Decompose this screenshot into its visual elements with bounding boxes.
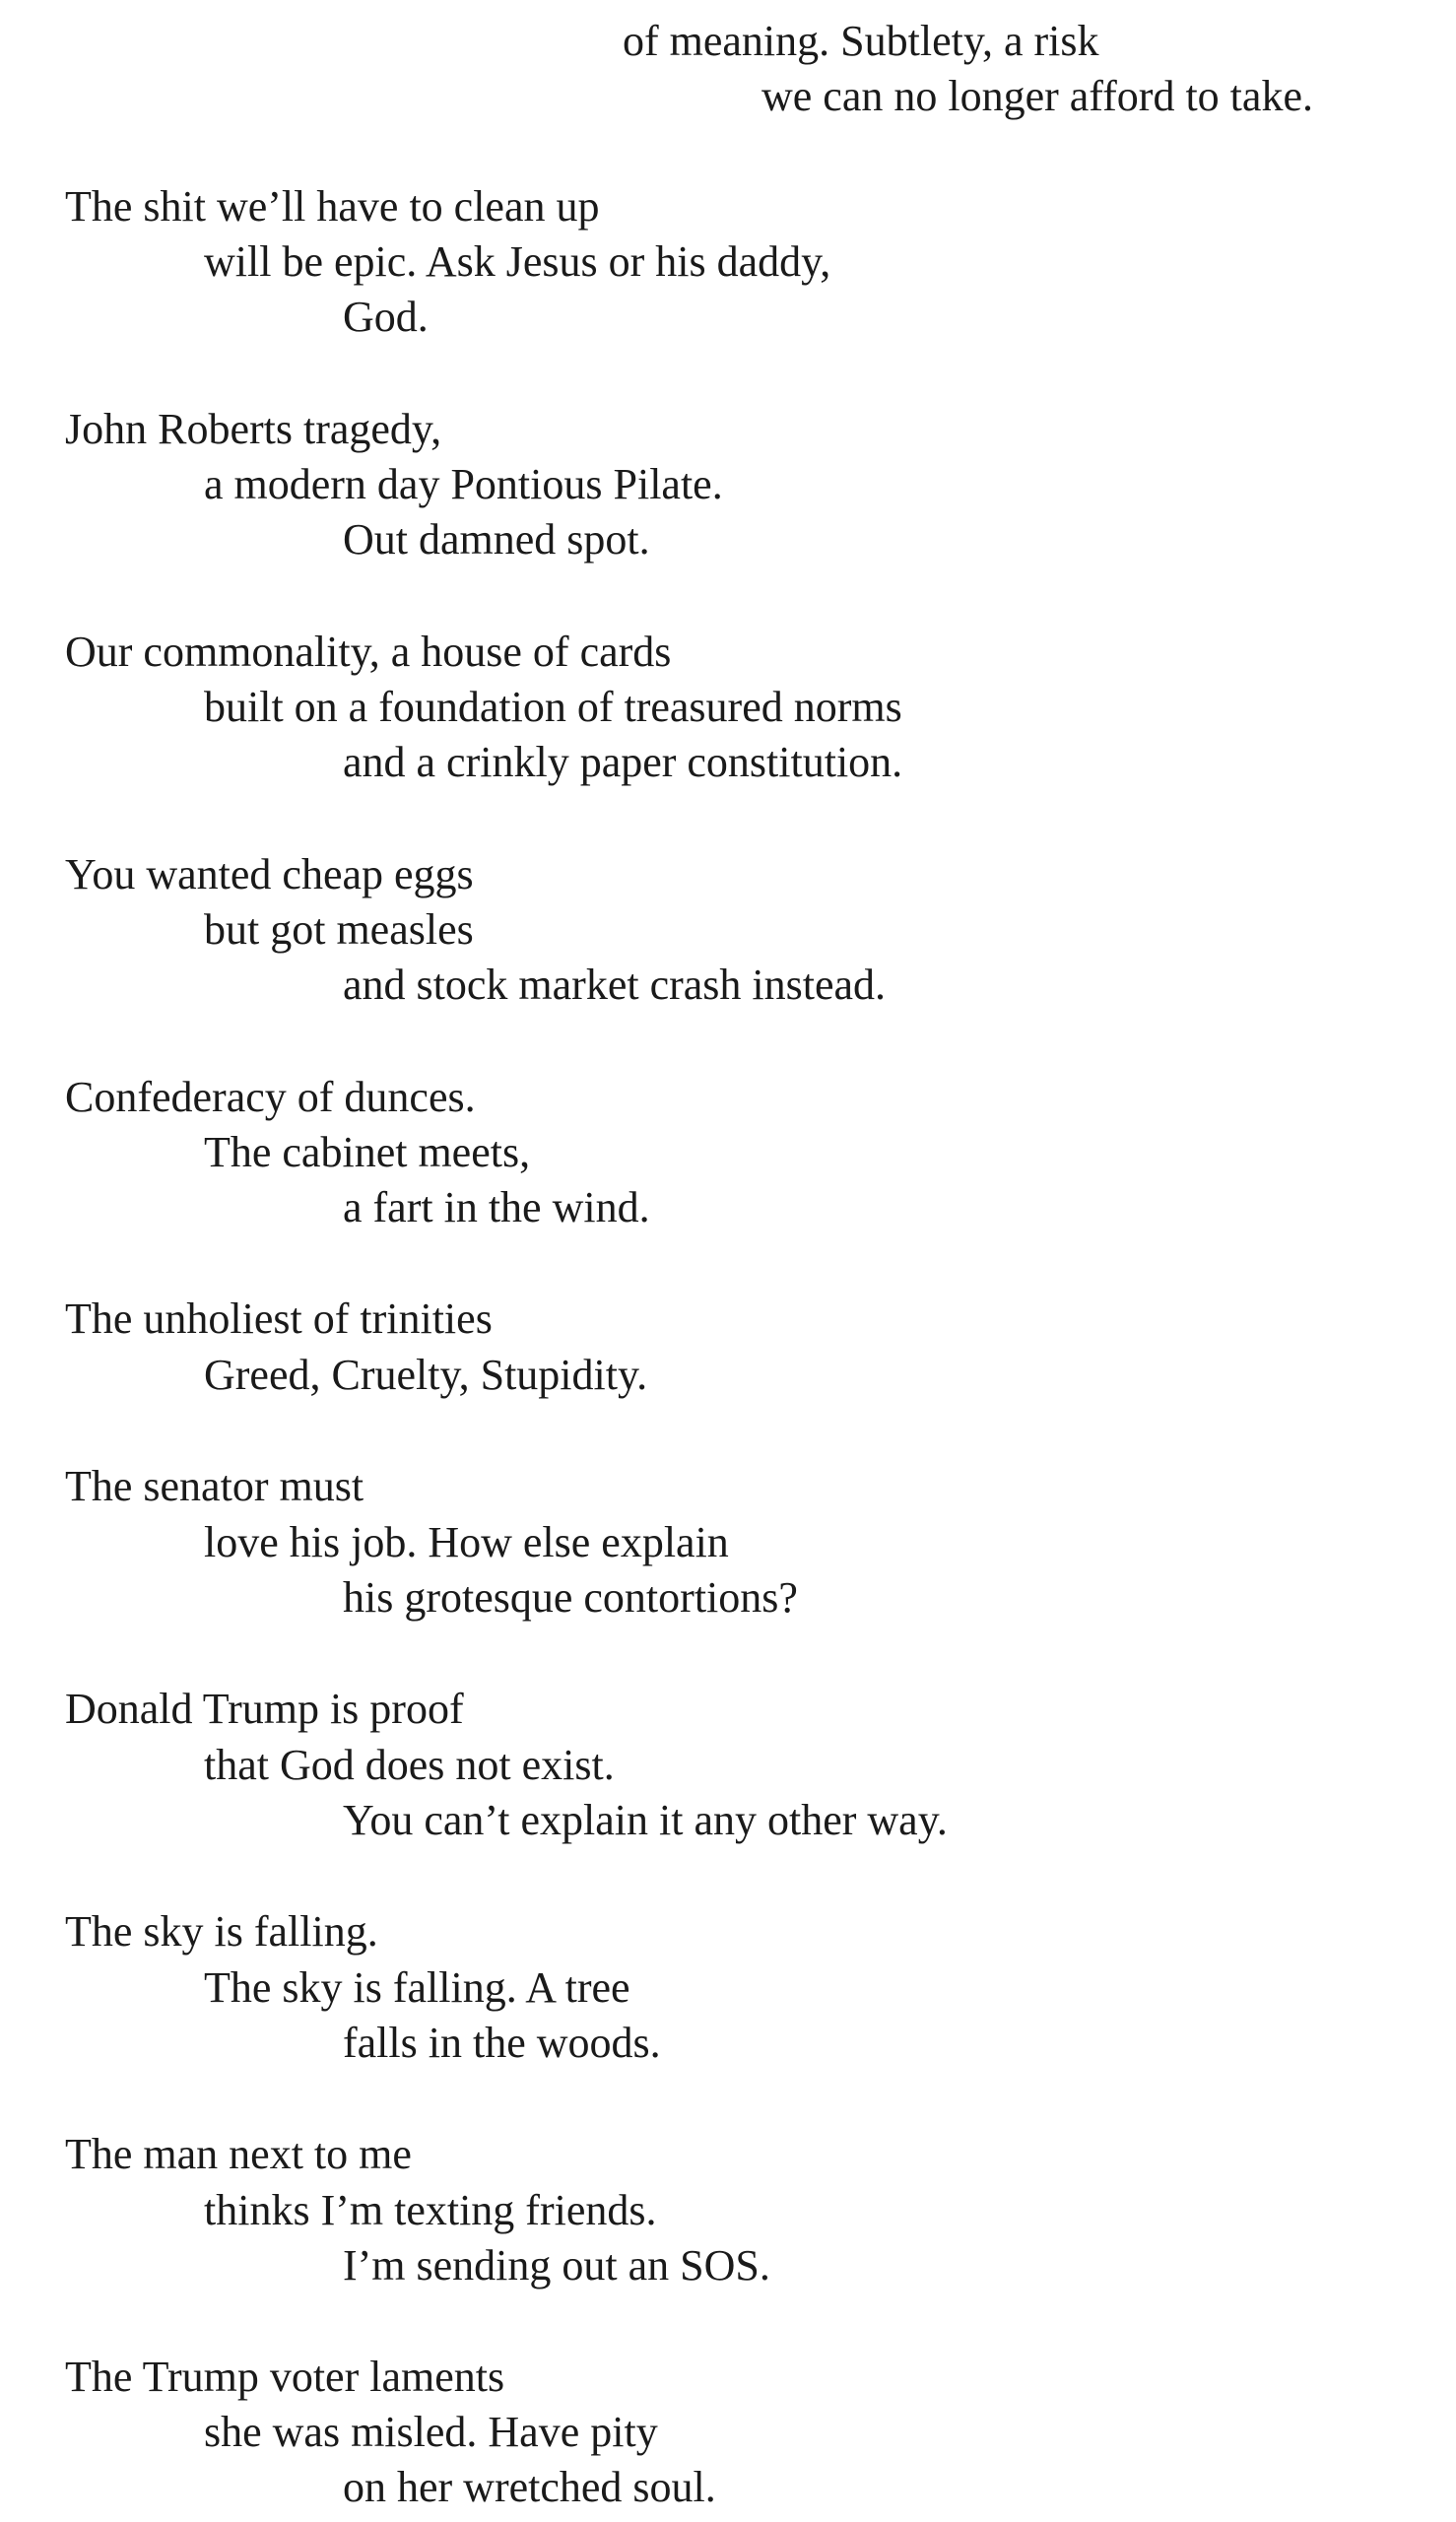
poem-line: will be epic. Ask Jesus or his daddy, xyxy=(204,237,831,286)
poem-line: The sky is falling. A tree xyxy=(204,1963,630,2012)
poem-line: a modern day Pontious Pilate. xyxy=(204,460,723,508)
poem-line: Out damned spot. xyxy=(343,515,650,564)
poem-line: The Trump voter laments xyxy=(65,2353,505,2401)
poem-line: but got measles xyxy=(204,905,474,954)
poem-line: John Roberts tragedy, xyxy=(65,405,442,453)
poem-line: built on a foundation of treasured norms xyxy=(204,683,902,731)
poem-line: a fart in the wind. xyxy=(343,1183,650,1231)
poem-line: The sky is falling. xyxy=(65,1907,378,1956)
poem-line: Confederacy of dunces. xyxy=(65,1073,476,1121)
poem-line: falls in the woods. xyxy=(343,2019,661,2067)
poem-line: Donald Trump is proof xyxy=(65,1685,464,1733)
poem-line: of meaning. Subtlety, a risk xyxy=(623,17,1099,65)
poem-line: The shit we’ll have to clean up xyxy=(65,182,600,231)
poem-line: Our commonality, a house of cards xyxy=(65,628,672,676)
poem-line: The senator must xyxy=(65,1462,364,1510)
poem-line: that God does not exist. xyxy=(204,1741,615,1789)
poem-line: The unholiest of trinities xyxy=(65,1294,493,1343)
poem-line: love his job. How else explain xyxy=(204,1518,729,1566)
poem-line: God. xyxy=(343,293,429,341)
poem-line: The man next to me xyxy=(65,2130,412,2178)
poem-line: Greed, Cruelty, Stupidity. xyxy=(204,1351,648,1399)
poem-line: and a crinkly paper constitution. xyxy=(343,738,903,786)
poem-line: on her wretched soul. xyxy=(343,2463,716,2511)
poem-line: we can no longer afford to take. xyxy=(761,72,1313,120)
poem-line: thinks I’m texting friends. xyxy=(204,2186,657,2234)
poem-line: and stock market crash instead. xyxy=(343,961,887,1009)
poem-line: You can’t explain it any other way. xyxy=(343,1796,948,1844)
poem-line: You wanted cheap eggs xyxy=(65,850,474,898)
poem-line: she was misled. Have pity xyxy=(204,2408,658,2456)
poem-line: The cabinet meets, xyxy=(204,1128,531,1176)
poem-line: his grotesque contortions? xyxy=(343,1573,798,1622)
poem-line: I’m sending out an SOS. xyxy=(343,2241,770,2290)
